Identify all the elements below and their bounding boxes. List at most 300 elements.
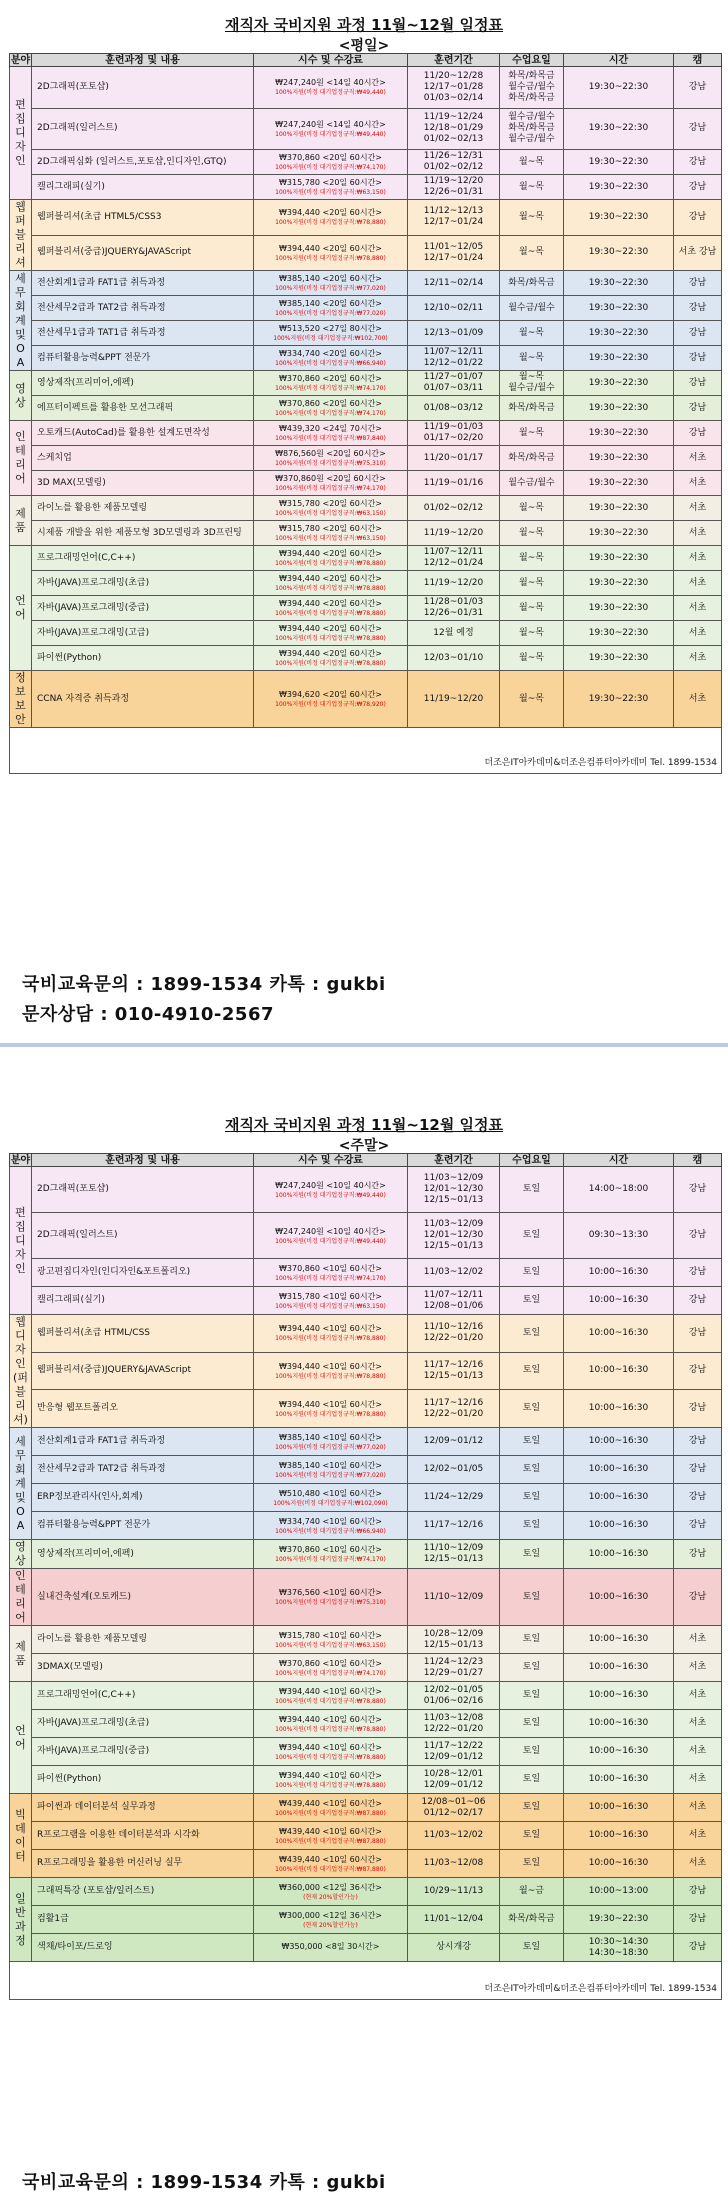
- period-line: 11/03~12/09: [423, 1219, 484, 1229]
- category-cell: 인테리어: [10, 421, 32, 496]
- discount-note: 100%지원(비정 대기업정규직:₩74,170): [275, 1556, 386, 1563]
- days-line: 토일: [522, 1690, 541, 1700]
- table-row: [10, 371, 722, 396]
- class-time: 10:00~16:30: [564, 1287, 674, 1315]
- price-cell: [254, 621, 408, 646]
- training-period: [408, 1878, 500, 1906]
- days-line: 토일: [522, 1230, 541, 1240]
- period-line: 11/07~12/11: [423, 1289, 484, 1300]
- class-days: [500, 1906, 564, 1934]
- training-period: [408, 371, 500, 396]
- price-cell: [254, 1390, 408, 1428]
- class-time: 10:00~16:30: [564, 1484, 674, 1512]
- campus: 서초: [674, 521, 722, 546]
- class-time: 10:00~16:30: [564, 1390, 674, 1428]
- course-name: ERP정보관리사(인사,회계): [32, 1484, 254, 1512]
- table-row: [10, 235, 722, 271]
- class-time: 10:00~16:30: [564, 1456, 674, 1484]
- campus: 강남: [674, 200, 722, 236]
- course-price: ₩439,320 <24일 70시간>: [278, 424, 383, 433]
- days-line: 토일: [522, 1464, 541, 1474]
- discount-note: 100%지원(비정 대기업정규직:₩87,880): [275, 1865, 386, 1873]
- price-cell: [254, 1794, 408, 1822]
- course-name: 파이썬(Python): [32, 646, 254, 671]
- price-cell: [254, 1626, 408, 1654]
- course-price: ₩385,140 <10일 60시간>: [278, 1460, 383, 1470]
- discount-note: 100%지원(비정 대기업정규직:₩49,440): [275, 1237, 386, 1245]
- price-cell: [254, 1934, 408, 1962]
- discount-note: 100%지원(비정 대기업정규직:₩78,880): [275, 1372, 386, 1380]
- period-line: 12/22~01/20: [423, 1723, 484, 1734]
- class-time: 19:30~22:30: [564, 646, 674, 671]
- price-cell: [254, 67, 408, 109]
- days-line: 월~금: [519, 1886, 544, 1896]
- campus: 서초: [674, 1766, 722, 1794]
- course-name: 실내건축설계(오토캐드): [32, 1569, 254, 1626]
- period-line: 11/17~12/16: [423, 1520, 484, 1530]
- training-period: [408, 396, 500, 421]
- period-line: 12/10~02/11: [423, 302, 484, 313]
- category-cell: 언어: [10, 1682, 32, 1794]
- period-line: 12/02~01/05: [423, 1464, 484, 1474]
- discount-note: 100%지원(비정 대기업정규직:₩74,170): [275, 385, 386, 392]
- days-line: 토일: [522, 1267, 541, 1277]
- column-header: 캠: [674, 1154, 722, 1167]
- class-days: [500, 1569, 564, 1626]
- course-name: R프로그램을 이용한 데이터분석과 시각화: [32, 1822, 254, 1850]
- campus: 서초: [674, 1822, 722, 1850]
- table-row: [10, 571, 722, 596]
- course-price: ₩394,440 <20일 60시간>: [278, 624, 383, 633]
- class-days: [500, 1850, 564, 1878]
- table-row: [10, 1484, 722, 1512]
- class-days: [500, 1259, 564, 1287]
- days-line: 월~목: [519, 527, 544, 538]
- period-line: 12/11~02/14: [423, 277, 484, 288]
- class-days: [500, 1822, 564, 1850]
- class-days: [500, 1428, 564, 1456]
- category-cell: 웹퍼블리셔: [10, 200, 32, 271]
- period-line: 12/22~01/20: [423, 1333, 484, 1344]
- table-row: [10, 671, 722, 728]
- class-days: [500, 1626, 564, 1654]
- price-cell: [254, 546, 408, 571]
- course-name: 캘리그래피(실기): [32, 1287, 254, 1315]
- discount-note: 100%지원(비정 대기업정규직:₩87,880): [275, 1837, 386, 1845]
- course-price: ₩394,440 <20일 60시간>: [278, 574, 383, 583]
- discount-note: 100%지원(비정 대기업정규직:₩74,170): [275, 1274, 386, 1282]
- days-line: 화목/화목금: [508, 123, 555, 134]
- discount-note: 100%지원(비정 대기업정규직:₩78,880): [275, 1335, 386, 1343]
- category-cell: 편집디자인: [10, 1167, 32, 1315]
- column-header: 수업요일: [500, 1154, 564, 1167]
- discount-note: 100%지원(비정 대기업정규직:₩102,090): [273, 1499, 388, 1507]
- class-days: [500, 346, 564, 371]
- training-period: [408, 496, 500, 521]
- training-period: [408, 1512, 500, 1540]
- days-line: 토일: [522, 1365, 541, 1376]
- period-line: 11/20~01/17: [423, 452, 484, 463]
- class-time: 19:30~22:30: [564, 108, 674, 150]
- training-period: [408, 1654, 500, 1682]
- period-line: 12/18~01/29: [423, 123, 484, 134]
- period-line: 12/29~01/27: [423, 1667, 484, 1678]
- course-price: ₩513,520 <27일 80시간>: [278, 324, 383, 333]
- price-cell: [254, 371, 408, 396]
- period-line: 12/15~01/13: [423, 1241, 484, 1251]
- campus: 서초: [674, 1654, 722, 1682]
- days-line: 토일: [522, 1327, 541, 1338]
- course-price: ₩334,740 <20일 60시간>: [278, 349, 383, 358]
- discount-note: 100%지원(비정 대기업정규직:₩87,880): [275, 1809, 386, 1817]
- campus: 서초: [674, 1850, 722, 1878]
- course-name: 전산세무2급과 TAT2급 취득과정: [32, 1456, 254, 1484]
- price-cell: [254, 1428, 408, 1456]
- price-cell: [254, 1456, 408, 1484]
- table-row: [10, 1906, 722, 1934]
- class-days: [500, 546, 564, 571]
- table-row: [10, 496, 722, 521]
- period-line: 11/10~12/09: [423, 1543, 484, 1553]
- period-line: 01/08~03/12: [423, 402, 484, 413]
- price-cell: [254, 471, 408, 496]
- course-price: ₩394,440 <20일 60시간>: [278, 599, 383, 608]
- period-line: 01/06~02/16: [423, 1695, 484, 1706]
- category-cell: 웹디자인(퍼블리셔): [10, 1315, 32, 1428]
- campus: 서초: [674, 546, 722, 571]
- class-days: [500, 1738, 564, 1766]
- category-cell: 영상: [10, 1540, 32, 1569]
- discount-note: 100%지원(비정 대기업정규직:₩78,920): [275, 701, 386, 708]
- table-row: [10, 646, 722, 671]
- class-time: 10:00~16:30: [564, 1654, 674, 1682]
- price-cell: [254, 346, 408, 371]
- discount-note: 100%지원(비정 대기업정규직:₩63,150): [275, 510, 386, 517]
- training-period: [408, 235, 500, 271]
- discount-note: 100%지원(비정 대기업정규직:₩102,700): [273, 335, 388, 342]
- period-line: 11/10~12/16: [423, 1322, 484, 1333]
- course-price: ₩394,440 <10일 60시간>: [278, 1399, 383, 1409]
- period-line: 10/28~12/09: [423, 1628, 484, 1639]
- period-line: 11/19~01/16: [423, 477, 484, 488]
- training-period: [408, 1428, 500, 1456]
- price-cell: [254, 596, 408, 621]
- class-time: 14:00~18:00: [564, 1167, 674, 1213]
- table-row: [10, 1352, 722, 1390]
- days-line: 월~목: [519, 247, 544, 258]
- course-name: 웹퍼블리셔(초급 HTML/CSS: [32, 1315, 254, 1353]
- course-name: 자바(JAVA)프로그래밍(중급): [32, 596, 254, 621]
- discount-note: 100%지원(비정 대기업정규직:₩78,880): [275, 1697, 386, 1705]
- table-row: [10, 1934, 722, 1962]
- category-cell: 빅데이터: [10, 1794, 32, 1878]
- days-line: 월~목: [519, 552, 544, 563]
- period-line: 11/19~12/20: [423, 176, 484, 186]
- period-line: 12/02~01/05: [423, 1684, 484, 1695]
- period-line: 12/08~01~06: [421, 1796, 486, 1807]
- price-cell: [254, 1878, 408, 1906]
- discount-note: 100%지원(비정 대기업정규직:₩74,170): [275, 164, 386, 171]
- campus: 강남: [674, 396, 722, 421]
- class-days: [500, 1934, 564, 1962]
- course-name: 파이썬(Python): [32, 1766, 254, 1794]
- days-line: 월~목: [519, 181, 544, 192]
- campus: 강남: [674, 1390, 722, 1428]
- period-line: 11/07~12/11: [423, 547, 484, 557]
- course-price: ₩360,000 <12일 36시간>: [278, 1882, 383, 1892]
- course-price: ₩385,140 <10일 60시간>: [278, 1432, 383, 1442]
- course-price: ₩247,240원 <10일 40시간>: [275, 1226, 386, 1236]
- contact-info-2: 국비교육문의 : 1899-1534 카톡 : gukbi: [22, 2172, 386, 2193]
- category-cell: 세무회계및OA: [10, 271, 32, 371]
- period-line: 01/02~02/12: [423, 162, 484, 172]
- price-cell: [254, 1654, 408, 1682]
- campus: 서초: [674, 1626, 722, 1654]
- days-line: 월수금/월수: [508, 383, 555, 393]
- campus: 강남: [674, 1512, 722, 1540]
- column-header: 훈련과정 및 내용: [32, 1154, 254, 1167]
- campus: 서초: [674, 596, 722, 621]
- table-row: [10, 1766, 722, 1794]
- period-line: 11/27~01/07: [423, 372, 484, 382]
- price-cell: [254, 1167, 408, 1213]
- campus: 강남: [674, 67, 722, 109]
- table-row: [10, 108, 722, 150]
- column-header: 훈련기간: [408, 54, 500, 67]
- training-period: [408, 1259, 500, 1287]
- training-period: [408, 671, 500, 728]
- days-line: 월~목: [519, 156, 544, 167]
- category-cell: 언어: [10, 546, 32, 671]
- days-line: 토일: [522, 1403, 541, 1414]
- training-period: [408, 471, 500, 496]
- campus: 강남: [674, 421, 722, 446]
- course-price: ₩247,240원 <14일 40시간>: [275, 119, 386, 129]
- contact-info-1: 국비교육문의 : 1899-1534 카톡 : gukbi: [22, 974, 386, 995]
- table-row: [10, 175, 722, 200]
- period-line: 12/12~01/24: [423, 558, 484, 568]
- days-line: 월수금/월수: [508, 477, 555, 488]
- class-time: 19:30~22:30: [564, 596, 674, 621]
- period-line: 11/20~12/28: [423, 70, 484, 81]
- class-time: 10:00~16:30: [564, 1428, 674, 1456]
- price-cell: [254, 296, 408, 321]
- campus: 강남: [674, 296, 722, 321]
- course-name: 3DMAX(모델링): [32, 1654, 254, 1682]
- class-time: 19:30~22:30: [564, 1906, 674, 1934]
- training-period: [408, 271, 500, 296]
- class-time: 19:30~22:30: [564, 271, 674, 296]
- training-period: [408, 1626, 500, 1654]
- course-price: ₩394,440 <20일 60시간>: [278, 649, 383, 658]
- class-time: 10:00~16:30: [564, 1682, 674, 1710]
- training-period: [408, 1682, 500, 1710]
- campus: 강남: [674, 371, 722, 396]
- training-period: [408, 1850, 500, 1878]
- class-time: 19:30~22:30: [564, 521, 674, 546]
- campus: 서초: [674, 1794, 722, 1822]
- discount-note: 100%지원(비정 대기업정규직:₩78,880): [275, 560, 386, 567]
- discount-note: 100%지원(비정 대기업정규직:₩66,940): [275, 1527, 386, 1535]
- campus: 서초: [674, 1682, 722, 1710]
- class-time: 10:00~16:30: [564, 1794, 674, 1822]
- course-price: ₩876,560원 <20일 60시간>: [275, 449, 386, 458]
- course-price: ₩394,440 <20일 60시간>: [278, 549, 383, 558]
- period-line: 11/03~12/09: [423, 1173, 484, 1183]
- class-time: 10:00~16:30: [564, 1569, 674, 1626]
- period-line: 11/03~12/02: [423, 1267, 484, 1277]
- campus: 강남: [674, 150, 722, 175]
- class-time: 19:30~22:30: [564, 235, 674, 271]
- class-days: [500, 1456, 564, 1484]
- training-period: [408, 421, 500, 446]
- table-row: [10, 1710, 722, 1738]
- table-row: [10, 321, 722, 346]
- table-row: [10, 1315, 722, 1353]
- weekend-schedule-table: [9, 1153, 722, 2000]
- course-price: ₩394,440 <10일 60시간>: [278, 1324, 383, 1334]
- course-price: ₩370,860 <20일 60시간>: [278, 399, 383, 408]
- class-days: [500, 321, 564, 346]
- column-header: 분야: [10, 54, 31, 66]
- price-cell: [254, 1822, 408, 1850]
- price-cell: [254, 200, 408, 236]
- training-period: [408, 200, 500, 236]
- course-price: ₩510,480 <10일 60시간>: [278, 1488, 383, 1498]
- class-days: [500, 496, 564, 521]
- table-row: [10, 1167, 722, 1213]
- class-days: [500, 296, 564, 321]
- class-time: 19:30~22:30: [564, 396, 674, 421]
- discount-note: 100%지원(비정 대기업정규직:₩49,440): [275, 130, 386, 138]
- campus: 강남: [674, 1934, 722, 1962]
- period-line: 12/12~01/22: [423, 358, 484, 368]
- class-time: 19:30~22:30: [564, 321, 674, 346]
- table-row: [10, 1822, 722, 1850]
- price-cell: [254, 1287, 408, 1315]
- category-cell: 편집디자인: [10, 67, 32, 200]
- class-days: [500, 1315, 564, 1353]
- training-period: [408, 1287, 500, 1315]
- academy-credit: 더조은IT아카데미&더조은컴퓨터아카데미 Tel. 1899-1534: [484, 758, 717, 768]
- price-cell: [254, 446, 408, 471]
- table-header-row: [10, 54, 722, 67]
- period-line: 11/03~12/08: [423, 1858, 484, 1868]
- campus: 강남: [674, 1484, 722, 1512]
- period-line: 12/15~01/13: [423, 1195, 484, 1205]
- price-cell: [254, 271, 408, 296]
- course-price: ₩394,440 <10일 60시간>: [278, 1686, 383, 1696]
- class-days: [500, 521, 564, 546]
- course-name: 프로그래밍언어(C,C++): [32, 1682, 254, 1710]
- class-days: [500, 571, 564, 596]
- course-name: 라이노를 활용한 제품모델링: [32, 496, 254, 521]
- table-row: [10, 596, 722, 621]
- price-cell: [254, 1738, 408, 1766]
- discount-note: 100%지원(비정 대기업정규직:₩74,170): [275, 485, 386, 492]
- course-price: ₩315,780 <20일 60시간>: [278, 499, 383, 508]
- days-line: 토일: [522, 1802, 541, 1812]
- class-days: [500, 596, 564, 621]
- discount-note: 100%지원(비정 대기업정규직:₩78,880): [275, 1753, 386, 1761]
- period-line: 10/29~11/13: [423, 1886, 484, 1896]
- weekday-schedule-table: [9, 53, 722, 774]
- class-time: 10:00~16:30: [564, 1315, 674, 1353]
- discount-note: 100%지원(비정 대기업정규직:₩87,840): [275, 435, 386, 442]
- class-time: 10:00~16:30: [564, 1259, 674, 1287]
- class-time: 10:00~16:30: [564, 1822, 674, 1850]
- class-days: [500, 471, 564, 496]
- course-name: 자바(JAVA)프로그래밍(초급): [32, 571, 254, 596]
- days-line: 화목/화목금: [508, 452, 555, 463]
- course-name: 영상제작(프리미어,에펙): [32, 1540, 254, 1569]
- class-days: [500, 671, 564, 728]
- days-line: 토일: [522, 1184, 541, 1194]
- price-cell: [254, 1710, 408, 1738]
- period-line: 11/07~12/11: [423, 347, 484, 357]
- price-cell: [254, 646, 408, 671]
- price-cell: [254, 108, 408, 150]
- period-line: 12/17~01/28: [423, 81, 484, 92]
- class-days: [500, 1167, 564, 1213]
- table-row: [10, 67, 722, 109]
- course-name: 영상제작(프리미어,에펙): [32, 371, 254, 396]
- campus: 서초: [674, 446, 722, 471]
- discount-note: 100%지원(비정 대기업정규직:₩77,020): [275, 1443, 386, 1451]
- course-name: 광고편집디자인(인디자인&포트폴리오): [32, 1259, 254, 1287]
- course-name: 에프터이펙트를 활용한 모션그래픽: [32, 396, 254, 421]
- class-days: [500, 67, 564, 109]
- period-line: 11/01~12/04: [423, 1914, 484, 1924]
- period-line: 01/12~02/17: [423, 1807, 484, 1818]
- course-price: ₩394,440 <10일 60시간>: [278, 1742, 383, 1752]
- days-line: 화목/화목금: [508, 1914, 555, 1924]
- campus: 서초: [674, 471, 722, 496]
- period-line: 11/24~12/23: [423, 1656, 484, 1667]
- period-line: 12/09~01/12: [423, 1436, 484, 1446]
- price-cell: [254, 1540, 408, 1569]
- period-line: 11/19~12/20: [423, 693, 484, 704]
- class-days: [500, 1213, 564, 1259]
- course-price: ₩394,620 <20일 60시간>: [278, 690, 383, 699]
- days-line: 월~목: [519, 652, 544, 663]
- course-name: 2D그래픽(포토샵): [32, 1167, 254, 1213]
- period-line: 12/13~01/09: [423, 327, 484, 338]
- period-line: 01/02~02/12: [423, 502, 484, 513]
- course-price: ₩439,440 <10일 60시간>: [278, 1826, 383, 1836]
- period-line: 11/19~12/24: [423, 112, 484, 123]
- course-price: ₩394,440 <10일 60시간>: [278, 1361, 383, 1371]
- discount-note: 100%지원(비정 대기업정규직:₩77,020): [275, 310, 386, 317]
- discount-note: 100%지원(비정 대기업정규직:₩78,880): [275, 610, 386, 617]
- period-line: 11/19~01/03: [423, 422, 484, 432]
- discount-note: 100%지원(비정 대기업정규직:₩63,150): [275, 1641, 386, 1649]
- table-row: [10, 1682, 722, 1710]
- discount-note: 100%지원(비정 대기업정규직:₩49,440): [275, 1191, 386, 1199]
- class-days: [500, 396, 564, 421]
- period-line: 11/17~12/16: [423, 1359, 484, 1370]
- course-price: ₩439,440 <10일 60시간>: [278, 1854, 383, 1864]
- period-line: 01/17~02/20: [423, 433, 484, 443]
- course-name: R프로그래밍을 활용한 머신러닝 실무: [32, 1850, 254, 1878]
- period-line: 상시개강: [436, 1942, 471, 1952]
- course-price: ₩370,860 <10일 60시간>: [278, 1263, 383, 1273]
- table-row: [10, 200, 722, 236]
- table-row: [10, 1654, 722, 1682]
- price-cell: [254, 671, 408, 728]
- period-line: 12/08~01/06: [423, 1300, 484, 1311]
- class-days: [500, 446, 564, 471]
